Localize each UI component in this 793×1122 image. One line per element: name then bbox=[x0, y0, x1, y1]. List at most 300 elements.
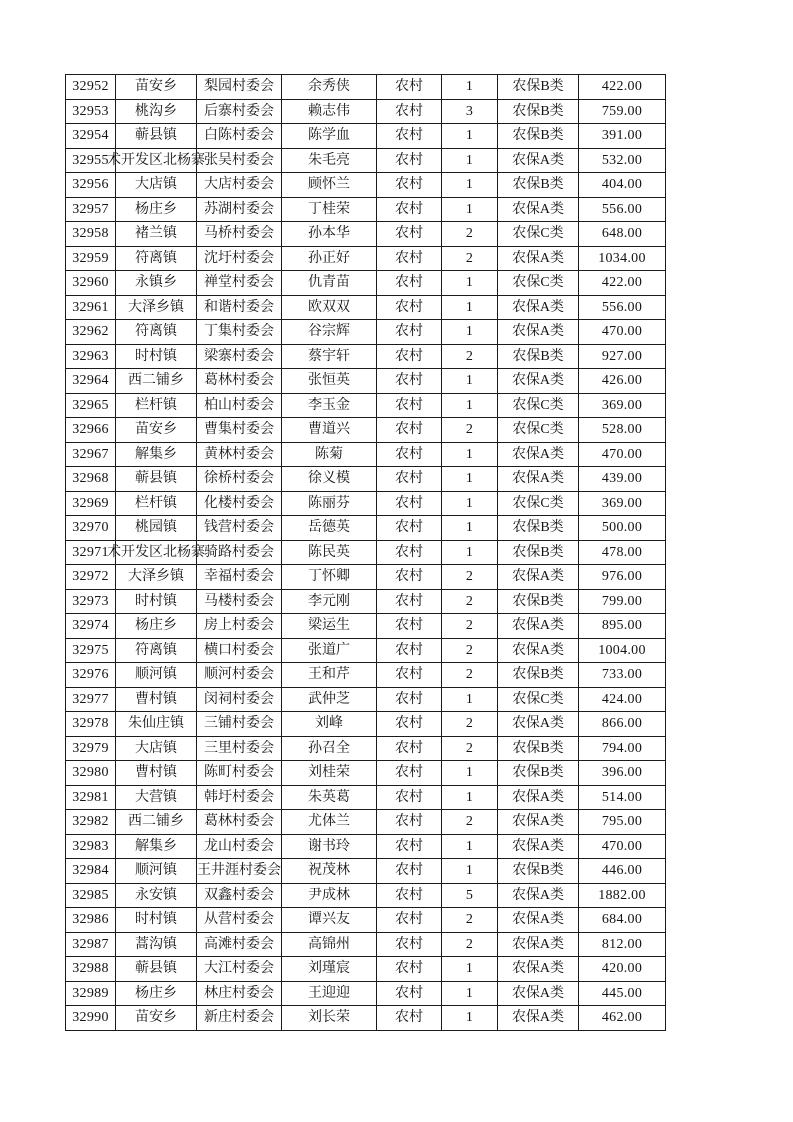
village-text: 徐桥村委会 bbox=[204, 471, 274, 487]
township-text: 栏杆镇 bbox=[135, 397, 177, 413]
person_name-text: 李玉金 bbox=[308, 397, 350, 413]
residence_type-text: 农村 bbox=[395, 495, 423, 511]
cell-amount bbox=[579, 99, 666, 124]
insurance_category-text: 农保A类 bbox=[511, 250, 565, 266]
amount-text: 470.00 bbox=[601, 324, 643, 340]
residence_type-text: 农村 bbox=[395, 520, 423, 536]
cell-amount bbox=[579, 246, 666, 271]
village-text: 骑路村委会 bbox=[204, 544, 274, 560]
person_name-text: 孙正好 bbox=[308, 250, 350, 266]
township-text: 苗安乡 bbox=[135, 79, 177, 95]
cell-insurance_category bbox=[498, 418, 579, 443]
person_name-text: 高锦州 bbox=[308, 936, 350, 952]
cell-residence_type bbox=[377, 932, 442, 957]
cell-person_name bbox=[282, 148, 377, 173]
cell-residence_type bbox=[377, 908, 442, 933]
cell-village bbox=[197, 687, 282, 712]
cell-person_count bbox=[442, 197, 498, 222]
cell-insurance_category bbox=[498, 736, 579, 761]
id-text: 32964 bbox=[72, 373, 109, 389]
cell-township bbox=[116, 344, 197, 369]
village-text: 丁集村委会 bbox=[204, 324, 274, 340]
id-text: 32983 bbox=[72, 838, 109, 854]
cell-township bbox=[116, 124, 197, 149]
cell-village bbox=[197, 393, 282, 418]
person_count-text: 1 bbox=[465, 275, 474, 291]
residence_type-text: 农村 bbox=[395, 691, 423, 707]
cell-person_count bbox=[442, 540, 498, 565]
residence_type-text: 农村 bbox=[395, 324, 423, 340]
cell-residence_type bbox=[377, 565, 442, 590]
cell-id bbox=[66, 271, 116, 296]
cell-person_name bbox=[282, 173, 377, 198]
person_name-text: 陈学血 bbox=[308, 128, 350, 144]
cell-residence_type bbox=[377, 687, 442, 712]
table-row bbox=[66, 932, 666, 957]
village-text: 闵祠村委会 bbox=[204, 691, 274, 707]
amount-text: 514.00 bbox=[601, 789, 643, 805]
village-text: 横口村委会 bbox=[204, 642, 274, 658]
cell-person_name bbox=[282, 638, 377, 663]
table-row bbox=[66, 418, 666, 443]
residence_type-text: 农村 bbox=[395, 177, 423, 193]
amount-text: 866.00 bbox=[601, 716, 643, 732]
township-text: 顺河镇 bbox=[135, 667, 177, 683]
insurance_category-text: 农保A类 bbox=[511, 912, 565, 928]
cell-insurance_category bbox=[498, 516, 579, 541]
cell-residence_type bbox=[377, 883, 442, 908]
township-text: 解集乡 bbox=[135, 838, 177, 854]
cell-residence_type bbox=[377, 810, 442, 835]
cell-residence_type bbox=[377, 957, 442, 982]
person_count-text: 1 bbox=[465, 152, 474, 168]
amount-text: 799.00 bbox=[601, 593, 643, 609]
cell-id bbox=[66, 834, 116, 859]
amount-text: 470.00 bbox=[601, 838, 643, 854]
cell-village bbox=[197, 320, 282, 345]
cell-township bbox=[116, 393, 197, 418]
township-text: 大店镇 bbox=[135, 177, 177, 193]
table-row bbox=[66, 565, 666, 590]
cell-village bbox=[197, 246, 282, 271]
amount-text: 1882.00 bbox=[598, 887, 646, 903]
cell-residence_type bbox=[377, 222, 442, 247]
village-text: 韩圩村委会 bbox=[204, 789, 274, 805]
cell-township bbox=[116, 246, 197, 271]
insurance-roster-table bbox=[65, 74, 666, 1031]
cell-amount bbox=[579, 491, 666, 516]
table-row bbox=[66, 540, 666, 565]
insurance_category-text: 农保C类 bbox=[512, 275, 564, 291]
village-text: 梁寨村委会 bbox=[204, 348, 274, 364]
cell-village bbox=[197, 957, 282, 982]
cell-residence_type bbox=[377, 75, 442, 100]
cell-id bbox=[66, 393, 116, 418]
person_name-text: 曹道兴 bbox=[308, 422, 350, 438]
person_name-text: 陈民英 bbox=[308, 544, 350, 560]
amount-text: 426.00 bbox=[601, 373, 643, 389]
cell-insurance_category bbox=[498, 883, 579, 908]
person_count-text: 2 bbox=[465, 642, 474, 658]
village-text: 顺河村委会 bbox=[204, 667, 274, 683]
cell-amount bbox=[579, 687, 666, 712]
table-row bbox=[66, 467, 666, 492]
person_name-text: 张道广 bbox=[308, 642, 350, 658]
person_count-text: 1 bbox=[465, 373, 474, 389]
id-text: 32961 bbox=[72, 299, 109, 315]
township-text: 苗安乡 bbox=[135, 1010, 177, 1026]
cell-amount bbox=[579, 222, 666, 247]
person_count-text: 1 bbox=[465, 299, 474, 315]
cell-insurance_category bbox=[498, 589, 579, 614]
township-text: 蕲县镇 bbox=[135, 961, 177, 977]
cell-amount bbox=[579, 148, 666, 173]
id-text: 32977 bbox=[72, 691, 109, 707]
village-text: 钱营村委会 bbox=[204, 520, 274, 536]
amount-text: 1004.00 bbox=[598, 642, 646, 658]
id-text: 32967 bbox=[72, 446, 109, 462]
person_name-text: 刘长荣 bbox=[308, 1010, 350, 1026]
cell-township bbox=[116, 369, 197, 394]
person_count-text: 1 bbox=[465, 446, 474, 462]
person_count-text: 1 bbox=[465, 961, 474, 977]
village-text: 三里村委会 bbox=[204, 740, 274, 756]
cell-township bbox=[116, 614, 197, 639]
cell-id bbox=[66, 981, 116, 1006]
cell-insurance_category bbox=[498, 246, 579, 271]
insurance_category-text: 农保A类 bbox=[511, 936, 565, 952]
cell-id bbox=[66, 785, 116, 810]
cell-id bbox=[66, 859, 116, 884]
amount-text: 500.00 bbox=[601, 520, 643, 536]
id-text: 32970 bbox=[72, 520, 109, 536]
residence_type-text: 农村 bbox=[395, 569, 423, 585]
village-text: 从营村委会 bbox=[204, 912, 274, 928]
id-text: 32960 bbox=[72, 275, 109, 291]
cell-person_count bbox=[442, 491, 498, 516]
cell-insurance_category bbox=[498, 99, 579, 124]
cell-id bbox=[66, 516, 116, 541]
cell-village bbox=[197, 418, 282, 443]
cell-id bbox=[66, 687, 116, 712]
table-row bbox=[66, 589, 666, 614]
table-row bbox=[66, 246, 666, 271]
village-text: 陈町村委会 bbox=[204, 765, 274, 781]
person_name-text: 丁桂荣 bbox=[308, 201, 350, 217]
cell-residence_type bbox=[377, 442, 442, 467]
amount-text: 759.00 bbox=[601, 103, 643, 119]
cell-insurance_category bbox=[498, 565, 579, 590]
cell-village bbox=[197, 834, 282, 859]
township-text: 蕲县镇 bbox=[135, 128, 177, 144]
id-text: 32976 bbox=[72, 667, 109, 683]
cell-person_name bbox=[282, 883, 377, 908]
cell-insurance_category bbox=[498, 614, 579, 639]
cell-village bbox=[197, 1006, 282, 1031]
cell-township bbox=[116, 859, 197, 884]
township-text: 杨庄乡 bbox=[135, 985, 177, 1001]
residence_type-text: 农村 bbox=[395, 152, 423, 168]
cell-person_name bbox=[282, 785, 377, 810]
cell-residence_type bbox=[377, 467, 442, 492]
cell-insurance_category bbox=[498, 834, 579, 859]
cell-amount bbox=[579, 418, 666, 443]
residence_type-text: 农村 bbox=[395, 275, 423, 291]
person_count-text: 1 bbox=[465, 985, 474, 1001]
cell-person_count bbox=[442, 908, 498, 933]
township-text: 符离镇 bbox=[135, 324, 177, 340]
cell-insurance_category bbox=[498, 1006, 579, 1031]
cell-id bbox=[66, 344, 116, 369]
table-row bbox=[66, 736, 666, 761]
cell-insurance_category bbox=[498, 173, 579, 198]
insurance_category-text: 农保A类 bbox=[511, 446, 565, 462]
table-row bbox=[66, 1006, 666, 1031]
cell-amount bbox=[579, 124, 666, 149]
township-text: 曹村镇 bbox=[135, 691, 177, 707]
insurance_category-text: 农保A类 bbox=[511, 789, 565, 805]
cell-village bbox=[197, 761, 282, 786]
cell-township bbox=[116, 981, 197, 1006]
cell-residence_type bbox=[377, 712, 442, 737]
village-text: 葛林村委会 bbox=[204, 373, 274, 389]
insurance_category-text: 农保B类 bbox=[512, 544, 564, 560]
township-text: 永安镇 bbox=[135, 887, 177, 903]
id-text: 32956 bbox=[72, 177, 109, 193]
amount-text: 391.00 bbox=[601, 128, 643, 144]
residence_type-text: 农村 bbox=[395, 814, 423, 830]
cell-township bbox=[116, 589, 197, 614]
person_count-text: 1 bbox=[465, 397, 474, 413]
person_count-text: 2 bbox=[465, 348, 474, 364]
id-text: 32966 bbox=[72, 422, 109, 438]
cell-village bbox=[197, 712, 282, 737]
cell-amount bbox=[579, 271, 666, 296]
cell-person_name bbox=[282, 246, 377, 271]
cell-insurance_category bbox=[498, 859, 579, 884]
cell-village bbox=[197, 810, 282, 835]
village-text: 高滩村委会 bbox=[204, 936, 274, 952]
person_count-text: 2 bbox=[465, 667, 474, 683]
id-text: 32982 bbox=[72, 814, 109, 830]
cell-township bbox=[116, 75, 197, 100]
cell-person_count bbox=[442, 565, 498, 590]
person_name-text: 孙本华 bbox=[308, 226, 350, 242]
cell-person_name bbox=[282, 761, 377, 786]
cell-insurance_category bbox=[498, 344, 579, 369]
insurance_category-text: 农保A类 bbox=[511, 1010, 565, 1026]
cell-residence_type bbox=[377, 589, 442, 614]
cell-village bbox=[197, 148, 282, 173]
person_name-text: 祝茂林 bbox=[308, 863, 350, 879]
cell-person_count bbox=[442, 957, 498, 982]
township-text: 大店镇 bbox=[135, 740, 177, 756]
cell-township bbox=[116, 957, 197, 982]
cell-person_count bbox=[442, 295, 498, 320]
cell-residence_type bbox=[377, 540, 442, 565]
residence_type-text: 农村 bbox=[395, 299, 423, 315]
person_name-text: 尹成林 bbox=[308, 887, 350, 903]
cell-amount bbox=[579, 981, 666, 1006]
id-text: 32989 bbox=[72, 985, 109, 1001]
id-text: 32954 bbox=[72, 128, 109, 144]
amount-text: 404.00 bbox=[601, 177, 643, 193]
insurance_category-text: 农保B类 bbox=[512, 593, 564, 609]
village-text: 柏山村委会 bbox=[204, 397, 274, 413]
cell-township bbox=[116, 271, 197, 296]
table-row bbox=[66, 295, 666, 320]
cell-person_name bbox=[282, 932, 377, 957]
cell-person_name bbox=[282, 687, 377, 712]
cell-township bbox=[116, 663, 197, 688]
id-text: 32965 bbox=[72, 397, 109, 413]
insurance_category-text: 农保A类 bbox=[511, 716, 565, 732]
table-row bbox=[66, 957, 666, 982]
cell-id bbox=[66, 908, 116, 933]
person_count-text: 2 bbox=[465, 936, 474, 952]
insurance_category-text: 农保C类 bbox=[512, 397, 564, 413]
insurance_category-text: 农保C类 bbox=[512, 226, 564, 242]
table-row bbox=[66, 687, 666, 712]
cell-village bbox=[197, 785, 282, 810]
amount-text: 446.00 bbox=[601, 863, 643, 879]
cell-residence_type bbox=[377, 1006, 442, 1031]
cell-id bbox=[66, 222, 116, 247]
table-row bbox=[66, 883, 666, 908]
cell-amount bbox=[579, 467, 666, 492]
amount-text: 532.00 bbox=[601, 152, 643, 168]
cell-person_count bbox=[442, 810, 498, 835]
insurance_category-text: 农保B类 bbox=[512, 765, 564, 781]
cell-township bbox=[116, 516, 197, 541]
cell-id bbox=[66, 99, 116, 124]
township-text: 时村镇 bbox=[135, 912, 177, 928]
insurance_category-text: 农保A类 bbox=[511, 324, 565, 340]
cell-id bbox=[66, 638, 116, 663]
table-row bbox=[66, 197, 666, 222]
insurance_category-text: 农保A类 bbox=[511, 569, 565, 585]
person_count-text: 2 bbox=[465, 912, 474, 928]
village-text: 白陈村委会 bbox=[204, 128, 274, 144]
cell-person_count bbox=[442, 736, 498, 761]
cell-village bbox=[197, 859, 282, 884]
cell-person_count bbox=[442, 75, 498, 100]
cell-village bbox=[197, 540, 282, 565]
township-text: 杨庄乡 bbox=[135, 618, 177, 634]
cell-person_name bbox=[282, 736, 377, 761]
insurance_category-text: 农保C类 bbox=[512, 422, 564, 438]
residence_type-text: 农村 bbox=[395, 373, 423, 389]
id-text: 32990 bbox=[72, 1010, 109, 1026]
cell-amount bbox=[579, 442, 666, 467]
person_name-text: 王和芹 bbox=[308, 667, 350, 683]
person_count-text: 1 bbox=[465, 201, 474, 217]
cell-village bbox=[197, 663, 282, 688]
amount-text: 445.00 bbox=[601, 985, 643, 1001]
cell-person_count bbox=[442, 883, 498, 908]
village-text: 后寨村委会 bbox=[204, 103, 274, 119]
cell-insurance_category bbox=[498, 663, 579, 688]
table-row bbox=[66, 320, 666, 345]
cell-village bbox=[197, 295, 282, 320]
cell-insurance_category bbox=[498, 295, 579, 320]
cell-person_count bbox=[442, 638, 498, 663]
cell-amount bbox=[579, 883, 666, 908]
person_name-text: 刘桂荣 bbox=[308, 765, 350, 781]
person_name-text: 刘峰 bbox=[315, 716, 343, 732]
residence_type-text: 农村 bbox=[395, 789, 423, 805]
person_count-text: 2 bbox=[465, 569, 474, 585]
cell-amount bbox=[579, 638, 666, 663]
cell-person_name bbox=[282, 467, 377, 492]
cell-amount bbox=[579, 197, 666, 222]
cell-person_name bbox=[282, 540, 377, 565]
id-text: 32958 bbox=[72, 226, 109, 242]
township-text: 术开发区北杨寨 bbox=[107, 152, 205, 168]
person_name-text: 梁运生 bbox=[308, 618, 350, 634]
village-text: 和谐村委会 bbox=[204, 299, 274, 315]
cell-village bbox=[197, 197, 282, 222]
cell-person_name bbox=[282, 222, 377, 247]
cell-id bbox=[66, 663, 116, 688]
id-text: 32968 bbox=[72, 471, 109, 487]
cell-person_name bbox=[282, 859, 377, 884]
cell-person_count bbox=[442, 344, 498, 369]
cell-village bbox=[197, 908, 282, 933]
amount-text: 684.00 bbox=[601, 912, 643, 928]
cell-id bbox=[66, 491, 116, 516]
table-row bbox=[66, 638, 666, 663]
cell-person_count bbox=[442, 467, 498, 492]
cell-insurance_category bbox=[498, 981, 579, 1006]
insurance_category-text: 农保A类 bbox=[511, 618, 565, 634]
cell-township bbox=[116, 834, 197, 859]
cell-person_count bbox=[442, 761, 498, 786]
residence_type-text: 农村 bbox=[395, 250, 423, 266]
cell-amount bbox=[579, 712, 666, 737]
cell-person_name bbox=[282, 75, 377, 100]
person_name-text: 张恒英 bbox=[308, 373, 350, 389]
village-text: 幸福村委会 bbox=[204, 569, 274, 585]
id-text: 32973 bbox=[72, 593, 109, 609]
cell-insurance_category bbox=[498, 148, 579, 173]
table-row bbox=[66, 271, 666, 296]
id-text: 32953 bbox=[72, 103, 109, 119]
insurance_category-text: 农保A类 bbox=[511, 201, 565, 217]
amount-text: 439.00 bbox=[601, 471, 643, 487]
id-text: 32985 bbox=[72, 887, 109, 903]
cell-village bbox=[197, 271, 282, 296]
cell-person_count bbox=[442, 712, 498, 737]
cell-township bbox=[116, 687, 197, 712]
cell-amount bbox=[579, 834, 666, 859]
cell-person_name bbox=[282, 393, 377, 418]
id-text: 32986 bbox=[72, 912, 109, 928]
person_count-text: 2 bbox=[465, 593, 474, 609]
cell-village bbox=[197, 589, 282, 614]
cell-person_name bbox=[282, 197, 377, 222]
amount-text: 369.00 bbox=[601, 495, 643, 511]
cell-township bbox=[116, 565, 197, 590]
table-row bbox=[66, 75, 666, 100]
cell-residence_type bbox=[377, 124, 442, 149]
village-text: 化楼村委会 bbox=[204, 495, 274, 511]
cell-amount bbox=[579, 589, 666, 614]
cell-person_name bbox=[282, 834, 377, 859]
insurance_category-text: 农保A类 bbox=[511, 373, 565, 389]
cell-insurance_category bbox=[498, 932, 579, 957]
residence_type-text: 农村 bbox=[395, 593, 423, 609]
